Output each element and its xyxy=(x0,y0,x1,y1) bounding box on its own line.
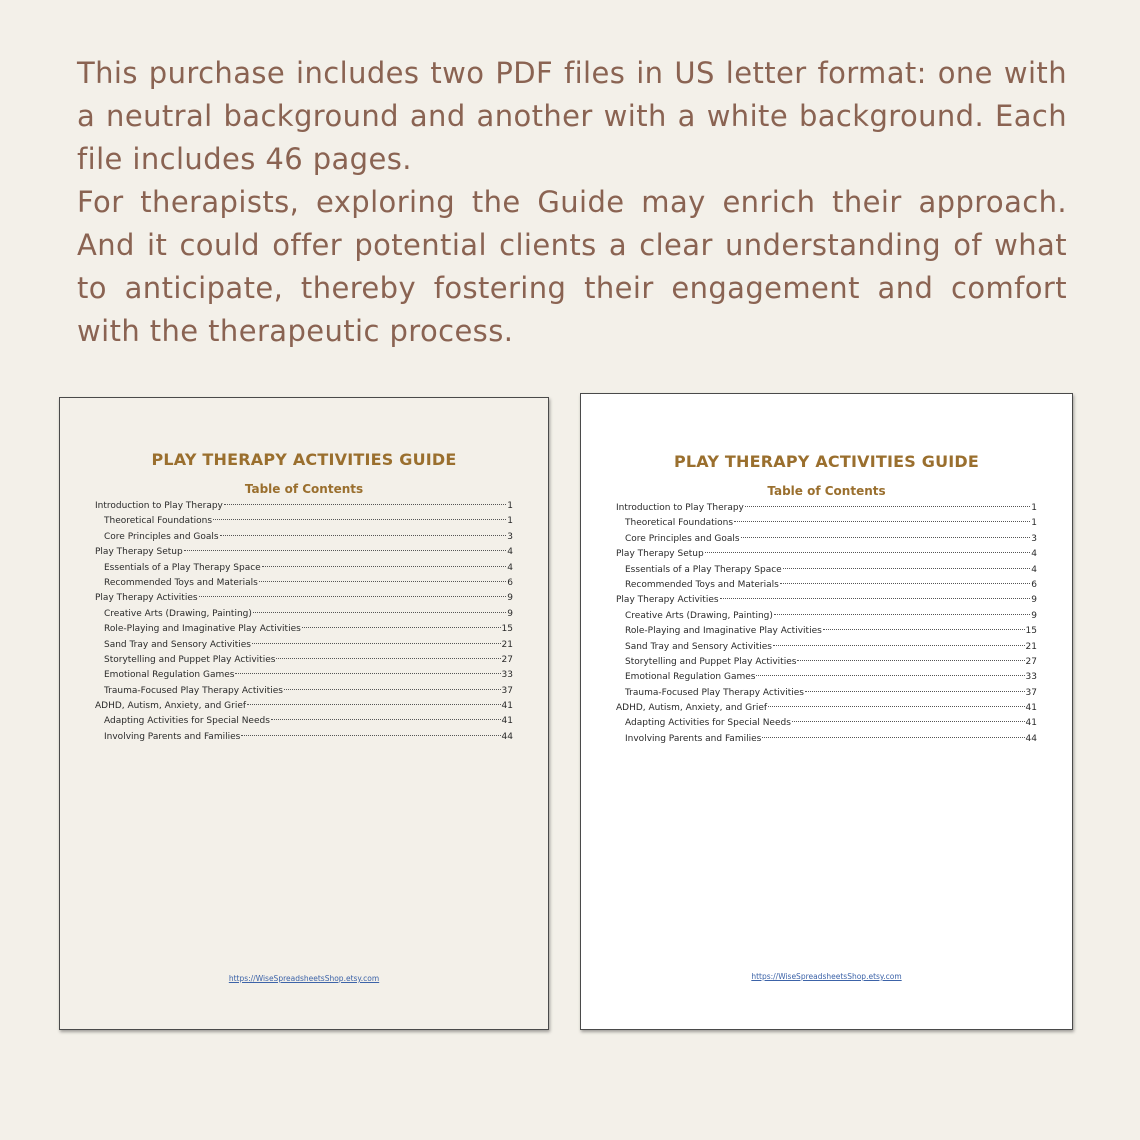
toc-dot-leader xyxy=(284,689,501,690)
toc-entry-label: Recommended Toys and Materials xyxy=(104,577,258,588)
toc-entry-label: Theoretical Foundations xyxy=(625,518,734,529)
shop-link[interactable]: https://WiseSpreadsheetsShop.etsy.com xyxy=(751,972,902,981)
toc-dot-leader xyxy=(774,614,1030,615)
toc-entry-label: Sand Tray and Sensory Activities xyxy=(104,639,251,650)
toc-entry-page: 41 xyxy=(501,701,513,712)
toc-entry-label: Play Therapy Activities xyxy=(95,593,198,604)
toc-entry[interactable] xyxy=(616,609,1037,624)
toc-entry[interactable] xyxy=(616,593,1037,608)
toc-entry[interactable] xyxy=(616,686,1037,701)
toc-entry[interactable] xyxy=(95,591,513,606)
toc-dot-leader xyxy=(797,660,1024,661)
toc-dot-leader xyxy=(720,598,1031,599)
toc-entry[interactable] xyxy=(95,607,513,622)
toc-entry-page: 41 xyxy=(1025,718,1037,729)
toc-entry[interactable] xyxy=(95,668,513,683)
document-title: PLAY THERAPY ACTIVITIES GUIDE xyxy=(151,450,457,469)
toc-entry-page: 6 xyxy=(507,577,513,588)
toc-entry[interactable] xyxy=(95,699,513,714)
toc-dot-leader xyxy=(705,552,1031,553)
toc-entry-page: 9 xyxy=(507,593,513,604)
toc-entry-page: 1 xyxy=(1031,503,1037,513)
toc-entry[interactable] xyxy=(616,532,1037,547)
toc-entry[interactable] xyxy=(616,578,1037,593)
toc-entry-page: 3 xyxy=(507,531,513,542)
toc-entry-page: 6 xyxy=(1031,579,1037,590)
toc-dot-leader xyxy=(259,581,506,582)
toc-entry[interactable] xyxy=(95,684,513,699)
toc-entry-label: Recommended Toys and Materials xyxy=(625,579,779,590)
description-paragraph-formats: This purchase includes two PDF files in US letter format: one with a neutral background and another with a white background. Each file includes 46 pages. xyxy=(77,56,1067,176)
toc-entry[interactable] xyxy=(616,547,1037,562)
toc-entry[interactable] xyxy=(616,640,1037,655)
preview-page-white xyxy=(580,393,1073,1030)
toc-dot-leader xyxy=(823,629,1025,630)
toc-entry-page: 1 xyxy=(507,501,513,511)
toc-entry-label: Trauma-Focused Play Therapy Activities xyxy=(625,687,804,698)
toc-dot-leader xyxy=(745,506,1030,507)
toc-entry-label: Emotional Regulation Games xyxy=(625,672,756,683)
toc-dot-leader xyxy=(780,583,1030,584)
toc-heading: Table of Contents xyxy=(767,484,886,498)
toc-dot-leader xyxy=(734,521,1030,522)
toc-entry-label: Role-Playing and Imaginative Play Activities xyxy=(625,626,822,637)
toc-entry[interactable] xyxy=(616,716,1037,731)
toc-entry[interactable] xyxy=(95,638,513,653)
toc-entry[interactable] xyxy=(95,576,513,591)
toc-dot-leader xyxy=(252,643,501,644)
toc-entry-label: Involving Parents and Families xyxy=(104,731,241,742)
toc-entry-label: Adapting Activities for Special Needs xyxy=(104,716,270,727)
toc-dot-leader xyxy=(247,704,500,705)
toc-entry-page: 4 xyxy=(1031,564,1037,575)
toc-entry[interactable] xyxy=(95,561,513,576)
toc-heading: Table of Contents xyxy=(244,482,364,496)
toc-entry-label: Play Therapy Setup xyxy=(95,547,183,558)
toc-dot-leader xyxy=(253,612,506,613)
toc-dot-leader xyxy=(262,566,507,567)
toc-entry[interactable] xyxy=(616,655,1037,670)
toc-entry[interactable] xyxy=(95,714,513,729)
toc-dot-leader xyxy=(220,535,507,536)
toc-entry-label: Play Therapy Setup xyxy=(616,549,704,560)
toc-entry[interactable] xyxy=(95,530,513,545)
toc-entry[interactable] xyxy=(95,514,513,529)
toc-entry-page: 21 xyxy=(1025,641,1037,652)
toc-entry-page: 9 xyxy=(1031,610,1037,621)
toc-dot-leader xyxy=(199,596,507,597)
toc-entry-page: 15 xyxy=(1025,626,1037,637)
toc-entry-page: 9 xyxy=(1031,595,1037,606)
toc-entry-label: Trauma-Focused Play Therapy Activities xyxy=(104,685,283,696)
toc-entry[interactable] xyxy=(95,730,513,745)
toc-entry-label: Play Therapy Activities xyxy=(616,595,719,606)
toc-entry-page: 37 xyxy=(501,685,513,696)
toc-entry-page: 9 xyxy=(507,608,513,619)
toc-entry[interactable] xyxy=(616,501,1037,516)
toc-entry-label: Creative Arts (Drawing, Painting) xyxy=(625,610,773,621)
toc-entry-page: 41 xyxy=(1025,703,1037,714)
document-title: PLAY THERAPY ACTIVITIES GUIDE xyxy=(673,452,980,471)
toc-entry-label: Role-Playing and Imaginative Play Activities xyxy=(104,624,301,635)
toc-entry-label: Essentials of a Play Therapy Space xyxy=(104,562,261,573)
toc-entry-label: Sand Tray and Sensory Activities xyxy=(625,641,772,652)
toc-entry-page: 4 xyxy=(507,547,513,558)
toc-entry[interactable] xyxy=(95,545,513,560)
toc-entry[interactable] xyxy=(616,701,1037,716)
toc-entry-label: Adapting Activities for Special Needs xyxy=(625,718,791,729)
toc-entry-label: Introduction to Play Therapy xyxy=(95,501,223,511)
toc-entry-page: 44 xyxy=(501,731,513,742)
toc-entry-label: Storytelling and Puppet Play Activities xyxy=(104,654,276,665)
toc-entry-page: 1 xyxy=(1031,518,1037,529)
toc-dot-leader xyxy=(756,675,1024,676)
toc-dot-leader xyxy=(224,504,506,505)
toc-entry-page: 27 xyxy=(501,654,513,665)
toc-dot-leader xyxy=(783,568,1031,569)
toc-entry-page: 33 xyxy=(501,670,513,681)
toc-dot-leader xyxy=(792,721,1025,722)
toc-entry-label: Essentials of a Play Therapy Space xyxy=(625,564,782,575)
toc-dot-leader xyxy=(276,658,500,659)
toc-entry-page: 1 xyxy=(507,516,513,527)
toc-dot-leader xyxy=(271,719,501,720)
toc-entry-label: Core Principles and Goals xyxy=(104,531,219,542)
toc-entry[interactable] xyxy=(616,670,1037,685)
toc-dot-leader xyxy=(805,691,1025,692)
toc-dot-leader xyxy=(773,645,1025,646)
toc-dot-leader xyxy=(184,550,507,551)
preview-page-neutral xyxy=(59,397,549,1030)
toc-entry-label: Theoretical Foundations xyxy=(104,516,213,527)
toc-dot-leader xyxy=(302,627,501,628)
product-description xyxy=(77,52,1067,353)
toc-entry-page: 27 xyxy=(1025,656,1037,667)
toc-entry-label: Involving Parents and Families xyxy=(625,733,762,744)
toc-entry-label: Introduction to Play Therapy xyxy=(616,503,744,513)
toc-entry-page: 3 xyxy=(1031,533,1037,544)
toc-dot-leader xyxy=(213,519,506,520)
toc-entry-page: 4 xyxy=(507,562,513,573)
toc-entry-label: Core Principles and Goals xyxy=(625,533,740,544)
toc-entry[interactable] xyxy=(95,622,513,637)
table-of-contents xyxy=(95,499,513,745)
shop-link[interactable]: https://WiseSpreadsheetsShop.etsy.com xyxy=(228,974,380,983)
toc-dot-leader xyxy=(762,737,1024,738)
toc-entry-label: Creative Arts (Drawing, Painting) xyxy=(104,608,252,619)
toc-entry[interactable] xyxy=(616,732,1037,747)
description-paragraph-therapists: For therapists, exploring the Guide may enrich their approach. And it could offer potential clients a clear understanding of what to anticipate, thereby fostering their engagement and comfort with the therapeutic process. xyxy=(77,185,1067,348)
toc-entry-page: 44 xyxy=(1025,733,1037,744)
toc-entry-label: Emotional Regulation Games xyxy=(104,670,235,681)
toc-entry-page: 15 xyxy=(501,624,513,635)
toc-entry-label: Storytelling and Puppet Play Activities xyxy=(625,656,797,667)
toc-dot-leader xyxy=(741,537,1031,538)
toc-entry[interactable] xyxy=(95,653,513,668)
table-of-contents xyxy=(616,501,1037,747)
toc-entry-page: 33 xyxy=(1025,672,1037,683)
toc-entry[interactable] xyxy=(616,516,1037,531)
toc-entry-page: 21 xyxy=(501,639,513,650)
toc-entry-page: 41 xyxy=(501,716,513,727)
toc-entry[interactable] xyxy=(616,624,1037,639)
toc-entry-label: ADHD, Autism, Anxiety, and Grief xyxy=(95,701,247,712)
toc-entry-page: 37 xyxy=(1025,687,1037,698)
toc-entry-page: 4 xyxy=(1031,549,1037,560)
toc-dot-leader xyxy=(241,735,500,736)
toc-entry-label: ADHD, Autism, Anxiety, and Grief xyxy=(616,703,768,714)
toc-dot-leader xyxy=(235,673,500,674)
toc-dot-leader xyxy=(768,706,1024,707)
toc-entry[interactable] xyxy=(616,563,1037,578)
toc-entry[interactable] xyxy=(95,499,513,514)
